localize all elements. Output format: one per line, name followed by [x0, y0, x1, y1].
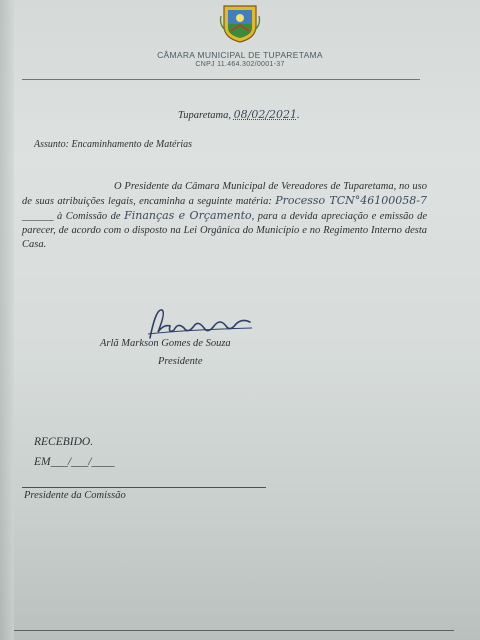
org-cnpj: CNPJ 11.464.302/0001-37 [195, 61, 285, 68]
date-end: . [297, 110, 300, 121]
received-date-field: EM___/___/____ [34, 456, 115, 468]
body-text-3: , para a devida apreciação e emissão de parecer, de acordo com o disposto na Lei Orgânica do Município e no Regimento Interno desta Casa. [22, 211, 428, 250]
commission-president-label: Presidente da Comissão [24, 490, 126, 501]
received-label: RECEBIDO. [34, 436, 94, 448]
commission-signature-line [22, 487, 266, 488]
body-paragraph: O Presidente da Câmara Municipal de Vereadores de Tuparetama, no uso de suas atribuições legais, encaminha a seguinte matéria: Processo TCN°46100058-7 ______ à Comissão de Finanças e Orçamento, para a devida apreciação e emissão de parecer, de acordo com o disposto na Lei Orgânica do Município e no Regimento Interno desta Casa. [22, 181, 428, 250]
signer-role: Presidente [158, 356, 203, 367]
org-name: CÂMARA MUNICIPAL DE TUPARETAMA [157, 50, 323, 60]
place-date [178, 108, 300, 121]
page-shadow [0, 0, 14, 640]
signer-name: Arlã Markson Gomes de Souza [100, 338, 231, 349]
place: Tuparetama, [178, 110, 234, 121]
body-text-2: à Comissão de [57, 211, 121, 222]
coat-of-arms-icon [219, 2, 261, 44]
matter-handwritten: Processo TCN°46100058-7 [275, 194, 427, 207]
commission-handwritten: Finanças e Orçamento [124, 209, 252, 222]
body-text-1: O Presidente da Câmara Municipal de Vereadores de Tuparetama, no uso de suas atribuições legais, encaminha a seguinte matéria: [22, 181, 427, 207]
date-handwritten: 08/02/2021 [233, 108, 298, 121]
header-divider [22, 79, 420, 80]
footer-divider [14, 630, 454, 631]
subject: Assunto: Encaminhamento de Matérias [34, 139, 193, 150]
